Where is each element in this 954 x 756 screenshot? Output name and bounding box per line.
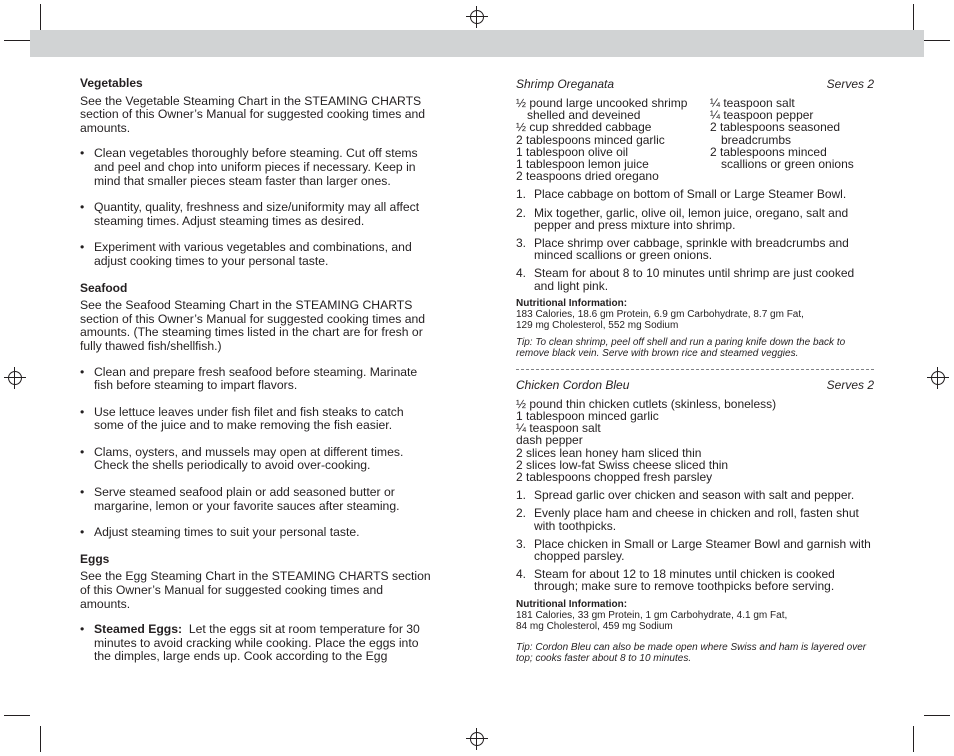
ingredient: 2 tablespoons seasoned breadcrumbs — [710, 120, 841, 147]
crop-mark — [913, 4, 914, 30]
nutrition-line: 183 Calories, 18.6 gm Protein, 6.9 gm Carbohydrate, 8.7 gm Fat, — [516, 308, 804, 320]
recipe-divider — [516, 369, 874, 370]
ingredient: ¼ teaspoon salt — [516, 421, 601, 436]
right-column — [516, 77, 874, 664]
registration-mark — [466, 6, 488, 28]
nutrition-line: 84 mg Cholesterol, 459 mg Sodium — [516, 620, 673, 632]
recipe-serves: Serves 2 — [826, 377, 874, 392]
vegetables-section — [80, 77, 436, 269]
step-list — [516, 489, 874, 592]
crop-mark — [4, 715, 30, 716]
section-intro: See the Vegetable Steaming Chart in the STEAMING CHARTS section of this Owner’s Manual for suggested cooking times and amounts. — [80, 93, 426, 135]
step-number: 3. — [516, 536, 527, 551]
nutrition-line: 129 mg Cholesterol, 552 mg Sodium — [516, 319, 679, 331]
ingredient: dash pepper — [516, 433, 583, 448]
recipe-chicken — [516, 378, 874, 664]
ingredient-column — [516, 97, 692, 182]
crop-mark — [4, 40, 30, 41]
ingredient-column — [710, 97, 870, 182]
bullet-text: Let the eggs sit at room temperature for 30 minutes to avoid cracking while cooking. Place the eggs into the dimples, large ends up. Cook according to the Egg — [94, 622, 420, 664]
crop-mark — [924, 40, 950, 41]
crop-mark — [40, 726, 41, 752]
bullet-bold-label: Steamed Eggs: — [94, 622, 183, 637]
nutrition-info — [516, 298, 874, 331]
left-column — [80, 77, 436, 677]
seafood-section — [80, 282, 436, 540]
recipe-shrimp — [516, 77, 874, 359]
ingredient: ¼ teaspoon salt — [710, 96, 795, 110]
step-text: Spread garlic over chicken and season with salt and pepper. — [534, 488, 855, 503]
recipe-header — [516, 77, 874, 91]
step-number: 2. — [516, 506, 527, 521]
bullet-list — [80, 366, 436, 540]
step-number: 4. — [516, 567, 527, 582]
crop-mark — [924, 715, 950, 716]
recipe-tip: Tip: Cordon Bleu can also be made open where Swiss and ham is layered over top; cooks faster about 8 to 10 minutes. — [516, 641, 867, 664]
list-item: • Experiment with various vegetables and combinations, and adjust cooking times to your personal taste. — [80, 241, 436, 268]
header-band — [30, 30, 924, 57]
step-number: 1. — [516, 187, 527, 202]
step-number: 4. — [516, 266, 527, 281]
bullet-list — [80, 147, 436, 268]
step — [516, 507, 874, 531]
ingredient: 2 slices low-fat Swiss cheese sliced thin — [516, 457, 729, 472]
registration-mark — [466, 728, 488, 750]
nutrition-line: 181 Calories, 33 gm Protein, 1 gm Carbohydrate, 4.1 gm Fat, — [516, 609, 788, 621]
step-text: Mix together, garlic, olive oil, lemon juice, oregano, salt and pepper and press mixture into shrimp. — [534, 205, 849, 232]
nutrition-heading: Nutritional Information: — [516, 598, 628, 610]
ingredient: 2 tablespoons minced garlic — [516, 132, 665, 147]
recipe-header — [516, 378, 874, 392]
step-text: Steam for about 12 to 18 minutes until chicken is cooked through; make sure to remove toothpicks before serving. — [534, 567, 835, 594]
list-item: • Clean vegetables thoroughly before steaming. Cut off stems and peel and chop into uniform pieces if necessary. Keep in mind that smaller pieces steam faster than larger ones. — [80, 147, 436, 188]
step — [516, 538, 874, 562]
list-item — [80, 623, 436, 664]
bullet-list — [80, 623, 436, 664]
ingredient: 2 slices lean honey ham sliced thin — [516, 445, 702, 460]
list-item: • Clean and prepare fresh seafood before steaming. Marinate fish before steaming to impart flavors. — [80, 366, 436, 393]
step — [516, 207, 874, 231]
recipe-tip: Tip: To clean shrimp, peel off shell and run a paring knife down the back to remove black vein. Serve with brown rice and steamed veggies. — [516, 336, 846, 359]
ingredient: 1 tablespoon olive oil — [516, 144, 629, 159]
list-item: • Quantity, quality, freshness and size/uniformity may all affect steaming times. Adjust steaming times as desired. — [80, 201, 436, 228]
ingredient: ½ pound large uncooked shrimp shelled and deveined — [516, 96, 688, 123]
section-heading: Seafood — [80, 280, 128, 295]
step-text: Steam for about 8 to 10 minutes until shrimp are just cooked and light pink. — [534, 266, 855, 293]
step-text: Evenly place ham and cheese in chicken and roll, fasten shut with toothpicks. — [534, 506, 859, 533]
step — [516, 237, 874, 261]
step-text: Place chicken in Small or Large Steamer Bowl and garnish with chopped parsley. — [534, 536, 871, 564]
registration-mark — [927, 367, 949, 389]
ingredient: ½ cup shredded cabbage — [516, 120, 652, 135]
step-text: Place cabbage on bottom of Small or Large Steamer Bowl. — [534, 187, 847, 202]
crop-mark — [40, 4, 41, 30]
registration-mark — [4, 367, 26, 389]
list-item: • Use lettuce leaves under fish filet and fish steaks to catch some of the juice and to make removing the fish easier. — [80, 406, 436, 433]
ingredient: 2 tablespoons chopped fresh parsley — [516, 470, 713, 485]
step — [516, 267, 874, 291]
step-number: 1. — [516, 488, 527, 503]
ingredient: ¼ teaspoon pepper — [710, 108, 814, 123]
ingredient: ½ pound thin chicken cutlets (skinless, boneless) — [516, 396, 777, 411]
step-list — [516, 188, 874, 291]
ingredient-list — [516, 97, 874, 182]
step — [516, 568, 874, 592]
ingredient: 1 tablespoon lemon juice — [516, 157, 649, 172]
step-number: 3. — [516, 236, 527, 251]
section-intro: See the Egg Steaming Chart in the STEAMING CHARTS section of this Owner’s Manual for suggested cooking times and amounts. — [80, 569, 431, 611]
nutrition-info — [516, 599, 874, 632]
section-intro: See the Seafood Steaming Chart in the STEAMING CHARTS section of this Owner’s Manual for suggested cooking times and amounts. (The steaming times listed in the chart are for fresh or fully thawed fish/shellfish.) — [80, 298, 426, 353]
section-heading: Vegetables — [80, 76, 143, 90]
step — [516, 188, 874, 200]
recipe-serves: Serves 2 — [826, 77, 874, 91]
step-number: 2. — [516, 205, 527, 220]
step-text: Place shrimp over cabbage, sprinkle with breadcrumbs and minced scallions or green onions. — [534, 236, 849, 263]
list-item: • Serve steamed seafood plain or add seasoned butter or margarine, lemon or your favorite sauces after steaming. — [80, 486, 436, 513]
ingredient: 1 tablespoon minced garlic — [516, 409, 659, 424]
section-heading: Eggs — [80, 551, 110, 566]
ingredient-list — [516, 398, 874, 483]
ingredient: 2 tablespoons minced scallions or green onions — [710, 144, 854, 172]
recipe-title: Shrimp Oreganata — [516, 77, 615, 91]
ingredient: 2 teaspoons dried oregano — [516, 169, 659, 184]
list-item: • Clams, oysters, and mussels may open at different times. Check the shells periodically to avoid over-cooking. — [80, 446, 436, 473]
recipe-title: Chicken Cordon Bleu — [516, 377, 630, 392]
step — [516, 489, 874, 501]
list-item: • Adjust steaming times to suit your personal taste. — [80, 526, 436, 540]
crop-mark — [913, 726, 914, 752]
nutrition-heading: Nutritional Information: — [516, 297, 628, 309]
eggs-section — [80, 553, 436, 664]
